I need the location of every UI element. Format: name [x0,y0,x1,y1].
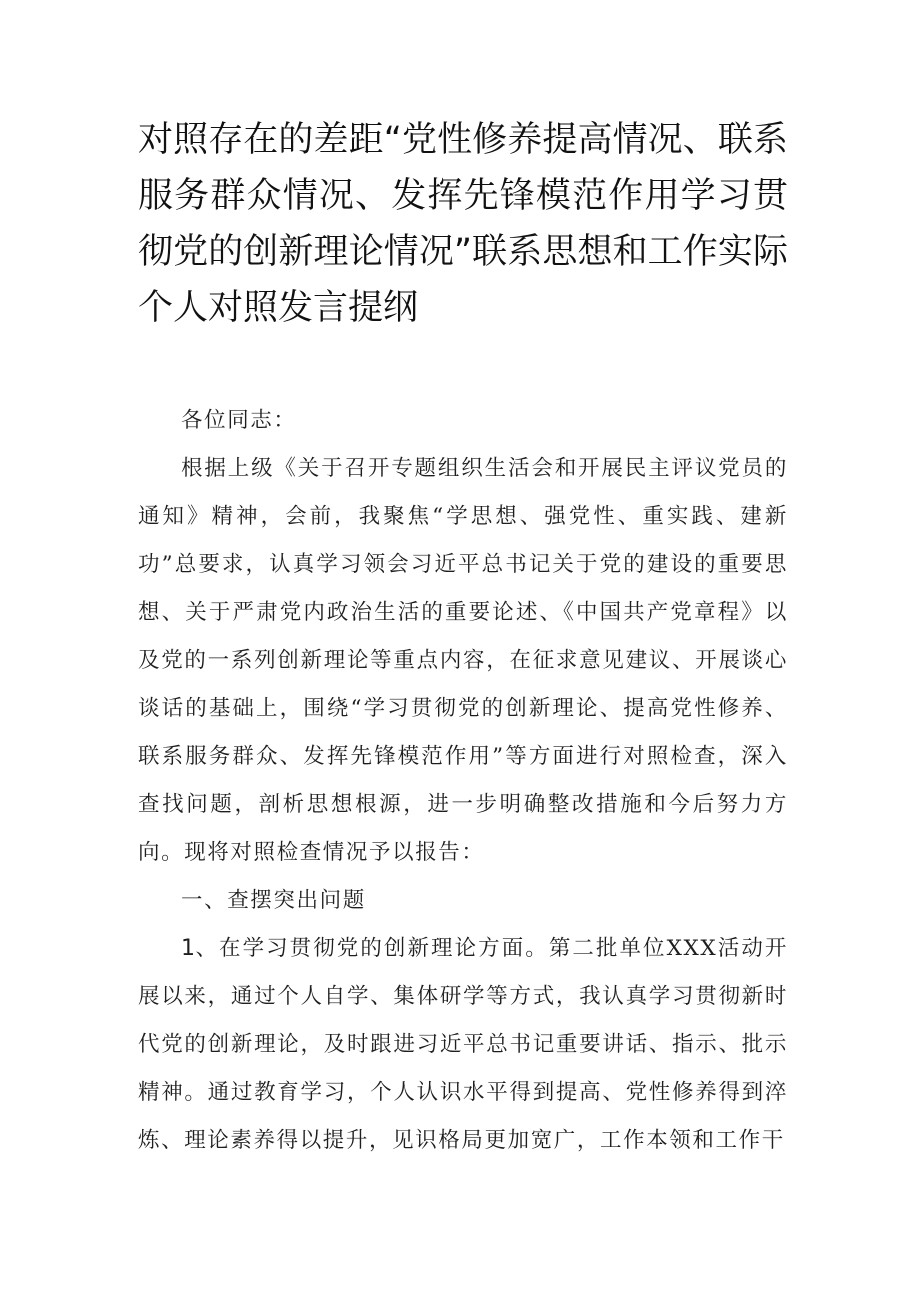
salutation: 各位同志： [181,408,297,433]
item-text: 、在学习贯彻党的创新理论方面。第二批单位XXX活动开展以来，通过个人自学、集体研学等方式，我认真学习贯彻新时代党的创新理论，及时跟进习近平总书记重要讲话、指示、批示精神。通过教育学习，个人认识水平得到提高、党性修养得到淬炼、理论素养得以提升，见识格局更加宽广，工作本领和工作干 [138,936,788,1153]
item-number: 1 [181,936,195,961]
section-heading: 一、查摆突出问题 [181,888,366,913]
document-body [138,397,788,1165]
item-paragraph [138,925,788,1165]
document-title: 对照存在的差距“党性修养提高情况、联系服务群众情况、发挥先锋模范作用学习贯彻党的创新理论情况”联系思想和工作实际个人对照发言提纲 [138,120,788,328]
intro-paragraph: 根据上级《关于召开专题组织生活会和开展民主评议党员的通知》精神，会前，我聚焦“学思想、强党性、重实践、建新功”总要求，认真学习领会习近平总书记关于党的建设的重要思想、关于严肃党内政治生活的重要论述、《中国共产党章程》以及党的一系列创新理论等重点内容，在征求意见建议、开展谈心谈话的基础上，围绕“学习贯彻党的创新理论、提高党性修养、联系服务群众、发挥先锋模范作用”等方面进行对照检查，深入查找问题，剖析思想根源，进一步明确整改措施和今后努力方向。现将对照检查情况予以报告： [138,456,788,865]
